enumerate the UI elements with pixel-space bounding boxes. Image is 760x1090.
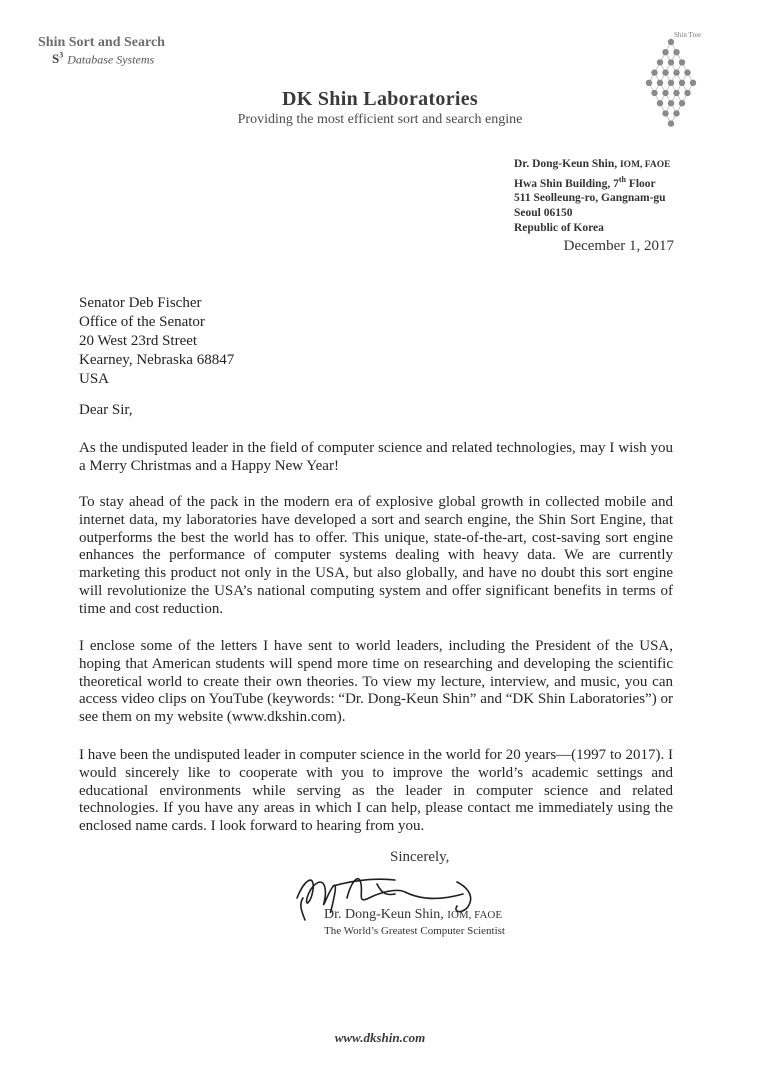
letter-date: December 1, 2017	[563, 238, 674, 254]
tree-node	[646, 80, 652, 86]
sender-name-line: Dr. Dong-Keun Shin, IOM, FAOE	[514, 158, 671, 170]
tree-node	[679, 80, 685, 86]
tree-node	[657, 59, 663, 65]
salutation: Dear Sir,	[79, 402, 133, 418]
body-paragraph-1: As the undisputed leader in the field of computer science and related technologies, may I wish you a Merry Christmas and a Happy New Year!	[79, 440, 673, 474]
recipient-city: Kearney, Nebraska 68847	[79, 352, 235, 368]
tree-node	[673, 49, 679, 55]
signatory-name: Dr. Dong-Keun Shin, IOM, FAOE	[324, 907, 503, 922]
sender-street: 511 Seolleung-ro, Gangnam-gu	[514, 192, 666, 205]
recipient-name: Senator Deb Fischer	[79, 295, 202, 311]
tree-node	[668, 80, 674, 86]
sender-country: Republic of Korea	[514, 222, 604, 235]
tree-node	[684, 69, 690, 75]
sender-address	[514, 157, 670, 236]
tree-node	[662, 49, 668, 55]
footer-website: www.dkshin.com	[334, 1030, 426, 1045]
brand-mark: $S^3$	[52, 51, 64, 67]
tree-node	[668, 39, 674, 45]
brand-subtitle	[52, 51, 154, 67]
tree-node	[668, 59, 674, 65]
tree-node	[673, 69, 679, 75]
brand-sub-text: Database Systems	[67, 52, 155, 67]
tree-label: Shin Tree	[674, 31, 702, 39]
lab-title: DK Shin Laboratories	[281, 88, 479, 110]
recipient-address	[79, 294, 234, 389]
closing: Sincerely,	[390, 849, 450, 865]
recipient-street: 20 West 23rd Street	[79, 333, 198, 349]
body-paragraph-2: To stay ahead of the pack in the modern era of explosive global growth in collected mobile and internet data, my laboratories have developed a sort and search engine, the Shin Sort Engine, that outperforms the best the world has to offer. This unique, state-of-the-art, cost-saving sort engine enhances the performance of computer systems dealing with heavy data. We are currently marketing this product not only in the USA, but also globally, and have no doubt this sort engine will revolutionize the USA’s national computing system and offer significant benefits in terms of time and cost reduction.	[79, 494, 673, 617]
sender-city: Seoul 06150	[514, 207, 573, 220]
sender-building-line: Hwa Shin Building, 7th Floor	[514, 174, 656, 190]
recipient-country: USA	[79, 371, 110, 387]
tree-node	[662, 69, 668, 75]
tree-node	[690, 80, 696, 86]
signatory-title: The World’s Greatest Computer Scientist	[324, 925, 505, 937]
lab-tagline: Providing the most efficient sort and search engine	[237, 112, 523, 127]
body-paragraph-3: I enclose some of the letters I have sent to world leaders, including the President of the USA, hoping that American students will spend more time on researching and developing the scientific theoretical world to create their own theories. To view my lecture, interview, and music, you can access video clips on YouTube (keywords: “Dr. Dong-Keun Shin” and “DK Shin Laboratories”) or see them on my website (www.dkshin.com).	[79, 638, 673, 726]
tree-node	[679, 59, 685, 65]
brand-name: Shin Sort and Search	[38, 35, 165, 50]
recipient-office: Office of the Senator	[79, 314, 205, 330]
body-paragraph-4: I have been the undisputed leader in computer science in the world for 20 years—(1997 to 2017). I would sincerely like to cooperate with you to improve the world’s academic settings and educational environments while serving as the leader in computer science and related technologies. If you have any areas in which I can help, please contact me immediately using the enclosed name cards. I look forward to hearing from you.	[79, 747, 673, 835]
tree-node	[657, 80, 663, 86]
tree-node	[651, 69, 657, 75]
